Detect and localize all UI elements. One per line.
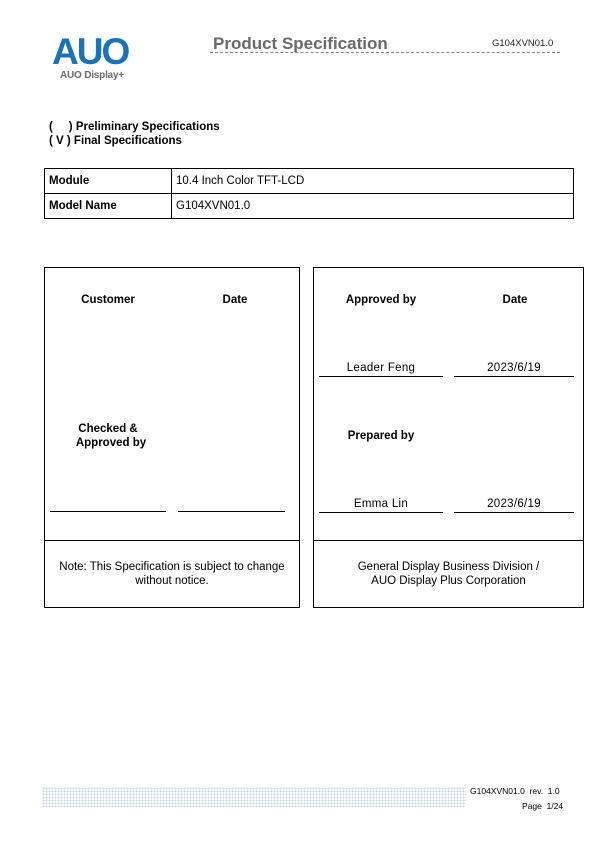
svg-text:AUO: AUO xyxy=(52,33,129,67)
customer-date-label: Date xyxy=(222,294,248,306)
note-line2: without notice. xyxy=(135,575,209,587)
table-row xyxy=(45,194,574,219)
customer-label: Customer xyxy=(81,294,135,306)
model-name-value: G104XVN01.0 xyxy=(172,194,574,219)
checked-label-line2: Approved by xyxy=(75,437,147,449)
title-divider xyxy=(210,52,560,53)
approved-by-name: Leader Feng xyxy=(319,361,443,377)
auo-date-label: Date xyxy=(502,294,528,306)
customer-signature-box xyxy=(44,267,300,541)
model-name-label: Model Name xyxy=(45,194,172,219)
auo-logo xyxy=(52,33,136,67)
approved-date: 2023/6/19 xyxy=(454,361,574,377)
checked-label-line1: Checked & xyxy=(78,423,138,435)
division-line2: AUO Display Plus Corporation xyxy=(371,575,526,587)
preliminary-spec-line: ( ) Preliminary Specifications xyxy=(49,121,220,133)
prepared-date: 2023/6/19 xyxy=(454,497,574,513)
header-model-code: G104XVN01.0 xyxy=(492,38,554,49)
prepared-by-label: Prepared by xyxy=(347,430,415,442)
logo-subtext: AUO Display+ xyxy=(60,70,125,81)
module-label: Module xyxy=(45,169,172,194)
module-value: 10.4 Inch Color TFT-LCD xyxy=(172,169,574,194)
table-row xyxy=(45,169,574,194)
final-spec-line: ( V ) Final Specifications xyxy=(49,135,182,147)
module-info-table xyxy=(44,168,574,219)
division-line1: General Display Business Division / xyxy=(357,561,540,573)
prepared-by-name: Emma Lin xyxy=(319,497,443,513)
document-title: Product Specification xyxy=(213,34,388,53)
footer-page-number: Page 1/24 xyxy=(522,801,564,811)
note-line1: Note: This Specification is subject to change xyxy=(59,561,285,573)
footer-revision: G104XVN01.0 rev. 1.0 xyxy=(470,786,560,796)
customer-date-line xyxy=(178,511,285,512)
footer-dot-pattern xyxy=(42,787,466,807)
approved-by-label: Approved by xyxy=(345,294,417,306)
customer-signature-line xyxy=(50,511,166,512)
